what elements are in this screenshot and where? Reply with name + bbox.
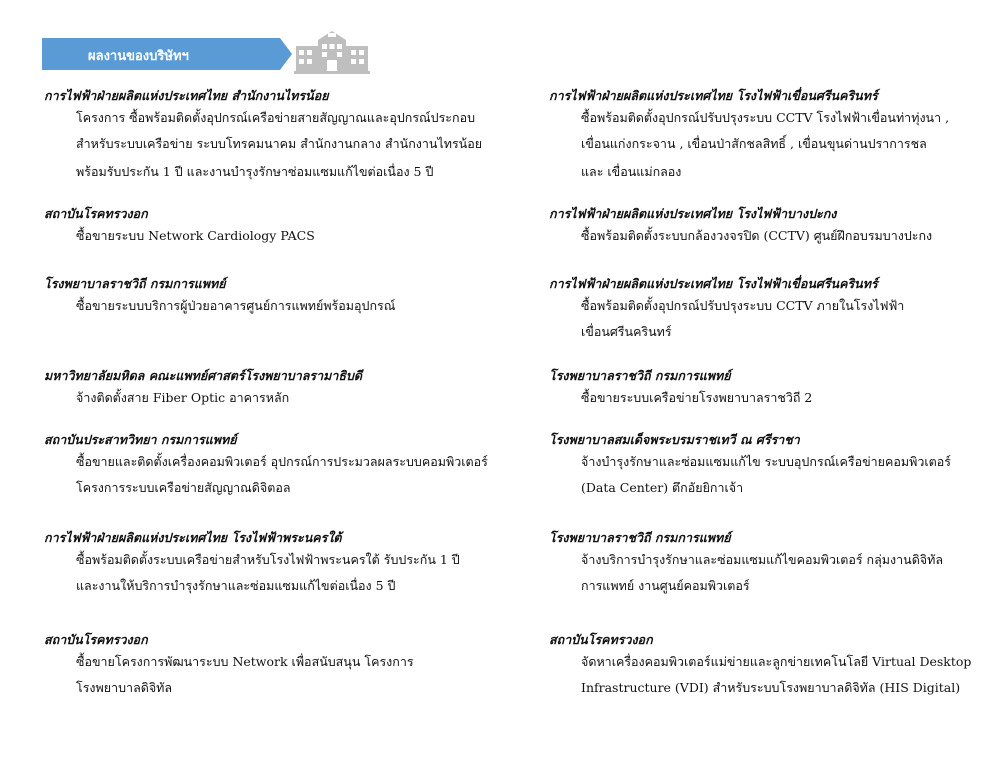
project-description-line: จ้างบริการบำรุงรักษาและซ่อมแซมแก้ไขคอมพิวเตอร์ กลุ่มงานดิจิทัล <box>581 552 944 567</box>
client-name: สถาบันโรคทรวงอก <box>549 632 653 647</box>
project-description-line: และงานให้บริการบำรุงรักษาและซ่อมแซมแก้ไขต่อเนื่อง 5 ปี <box>76 578 396 593</box>
project-entry <box>44 366 504 410</box>
client-name: การไฟฟ้าฝ่ายผลิตแห่งประเทศไทย โรงไฟฟ้าบางปะกง <box>549 206 837 221</box>
project-description-line: จ้างติดตั้งสาย Fiber Optic อาคารหลัก <box>76 390 290 405</box>
project-description-line: Infrastructure (VDI) สำหรับระบบโรงพยาบาลดิจิทัล (HIS Digital) <box>581 680 961 695</box>
project-description-line: เขื่อนศรีนครินทร์ <box>581 324 672 339</box>
client-name: โรงพยาบาลราชวิถี กรมการแพทย์ <box>549 530 731 545</box>
client-name: การไฟฟ้าฝ่ายผลิตแห่งประเทศไทย โรงไฟฟ้าเขื่อนศรีนครินทร์ <box>549 88 878 103</box>
project-description-line: โครงการระบบเครือข่ายสัญญาณดิจิตอล <box>76 480 291 495</box>
project-description-line: เขื่อนแก่งกระจาน , เขื่อนป่าสักชลสิทธิ์ , เขื่อนขุนด่านปราการชล <box>581 136 927 151</box>
project-description-line: ซื้อพร้อมติดตั้งอุปกรณ์ปรับปรุงระบบ CCTV ภายในโรงไฟฟ้า <box>581 298 905 313</box>
project-description-line: ซื้อขายระบบบริการผู้ป่วยอาคารศูนย์การแพทย์พร้อมอุปกรณ์ <box>76 298 396 313</box>
project-description-line: ซื้อพร้อมติดตั้งระบบเครือข่ายสำหรับโรงไฟฟ้าพระนครใต้ รับประกัน 1 ปี <box>76 552 460 567</box>
project-entry <box>44 274 504 318</box>
client-name: โรงพยาบาลราชวิถี กรมการแพทย์ <box>44 276 226 291</box>
client-name: สถาบันโรคทรวงอก <box>44 632 148 647</box>
project-entry <box>44 86 504 186</box>
project-description-line: โครงการ ซื้อพร้อมติดตั้งอุปกรณ์เครือข่ายสายสัญญาณและอุปกรณ์ประกอบ <box>76 110 476 125</box>
project-entry <box>549 630 972 702</box>
client-name: การไฟฟ้าฝ่ายผลิตแห่งประเทศไทย โรงไฟฟ้าพระนครใต้ <box>44 530 342 545</box>
project-description-line: สำหรับระบบเครือข่าย ระบบโทรคมนาคม สำนักงานกลาง สำนักงานไทรน้อย <box>76 136 483 151</box>
project-entry <box>549 430 969 502</box>
project-description-line: และ เขื่อนแม่กลอง <box>581 164 682 179</box>
project-entry <box>549 528 969 600</box>
project-description-line: ซื้อขายระบบเครือข่ายโรงพยาบาลราชวิถี 2 <box>581 390 813 405</box>
project-description-line: ซื้อขายระบบ Network Cardiology PACS <box>76 228 315 243</box>
project-description-line: การแพทย์ งานศูนย์คอมพิวเตอร์ <box>581 578 750 593</box>
project-entry <box>549 274 969 346</box>
project-entry <box>44 204 504 248</box>
project-description-line: ซื้อขายโครงการพัฒนาระบบ Network เพื่อสนับสนุน โครงการ <box>76 654 414 669</box>
client-name: โรงพยาบาลราชวิถี กรมการแพทย์ <box>549 368 731 383</box>
project-entry <box>44 528 504 600</box>
section-header-title: ผลงานของบริษัทฯ <box>88 49 189 64</box>
project-entry <box>44 630 504 702</box>
project-description-line: ซื้อพร้อมติดตั้งอุปกรณ์ปรับปรุงระบบ CCTV โรงไฟฟ้าเขื่อนท่าทุ่งนา , <box>581 110 950 125</box>
project-description-line: จ้างบำรุงรักษาและซ่อมแซมแก้ไข ระบบอุปกรณ์เครือข่ายคอมพิวเตอร์ <box>581 454 951 469</box>
project-description-line: พร้อมรับประกัน 1 ปี และงานบำรุงรักษาซ่อมแซมแก้ไขต่อเนื่อง 5 ปี <box>76 164 434 179</box>
client-name: มหาวิทยาลัยมหิดล คณะแพทย์ศาสตร์โรงพยาบาลรามาธิบดี <box>44 368 363 383</box>
section-header-banner <box>42 38 292 70</box>
project-entry <box>549 366 969 410</box>
project-entry <box>549 204 969 248</box>
client-name: สถาบันประสาทวิทยา กรมการแพทย์ <box>44 432 237 447</box>
project-description-line: (Data Center) ตึกอัยยิกาเจ้า <box>581 480 744 495</box>
school-building-icon <box>294 30 370 74</box>
project-entry <box>44 430 504 502</box>
client-name: โรงพยาบาลสมเด็จพระบรมราชเทวี ณ ศรีราชา <box>549 432 800 447</box>
project-entry <box>549 86 969 186</box>
client-name: สถาบันโรคทรวงอก <box>44 206 148 221</box>
project-description-line: โรงพยาบาลดิจิทัล <box>76 680 173 695</box>
project-description-line: จัดหาเครื่องคอมพิวเตอร์แม่ข่ายและลูกข่ายเทคโนโลยี Virtual Desktop <box>581 654 972 669</box>
project-description-line: ซื้อขายและติดตั้งเครื่องคอมพิวเตอร์ อุปกรณ์การประมวลผลระบบคอมพิวเตอร์ <box>76 454 488 469</box>
project-description-line: ซื้อพร้อมติดตั้งระบบกล้องวงจรปิด (CCTV) ศูนย์ฝึกอบรมบางปะกง <box>581 228 933 243</box>
client-name: การไฟฟ้าฝ่ายผลิตแห่งประเทศไทย สำนักงานไทรน้อย <box>44 88 329 103</box>
client-name: การไฟฟ้าฝ่ายผลิตแห่งประเทศไทย โรงไฟฟ้าเขื่อนศรีนครินทร์ <box>549 276 878 291</box>
